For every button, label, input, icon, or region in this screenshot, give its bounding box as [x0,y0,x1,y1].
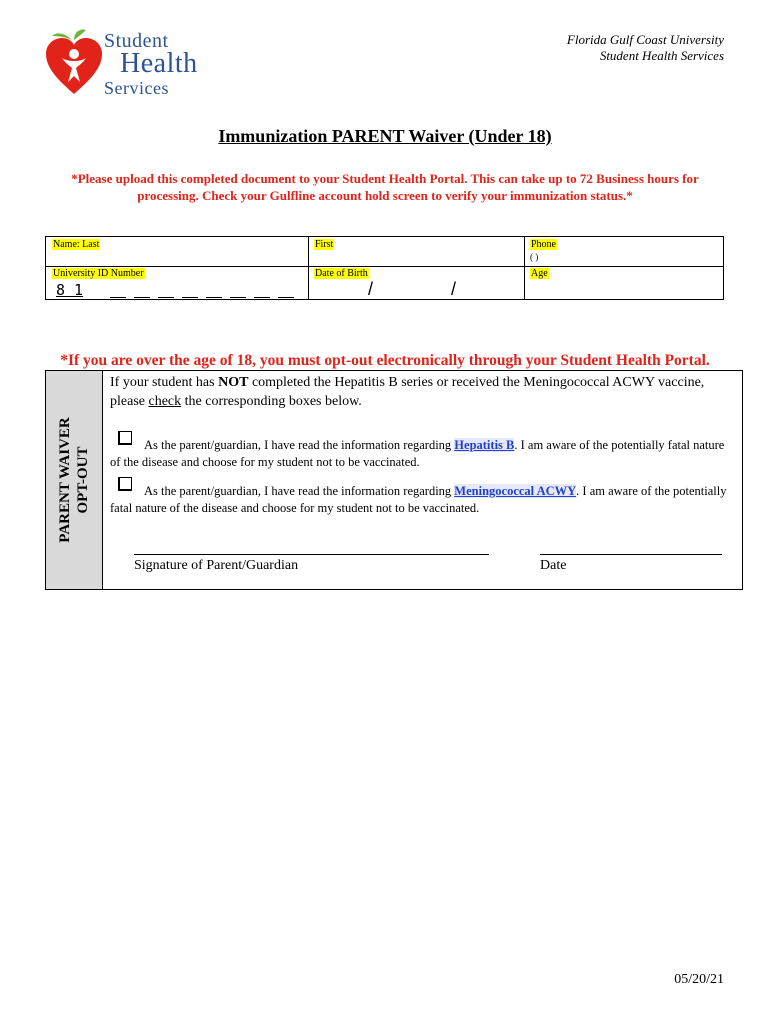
header-department: Student Health Services [599,48,724,63]
heart-apple-icon [44,28,104,96]
id-digit-blank[interactable] [110,297,126,298]
phone-area-code-parens: ( ) [530,252,539,262]
id-digit-blank[interactable] [182,297,198,298]
age-label: Age [531,268,548,279]
upload-notice: *Please upload this completed document to your Student Health Portal. This can take up to 72 Business hours for processing. Check your Gulfline account hold screen to verify your immunization status.* [71,171,699,203]
id-digit-blank[interactable] [254,297,270,298]
waiver-intro: If your student has NOT completed the Hepatitis B series or received the Meningococcal ACWY vaccine, please check the corresponding boxes below. [110,375,705,409]
signature-label: Signature of Parent/Guardian [134,558,299,573]
university-id-label: University ID Number [53,268,144,279]
university-id-prefix: 8 1 [56,281,84,299]
first-name-label: First [315,239,334,250]
name-last-label: Name: Last [53,239,100,250]
date-label: Date [540,558,567,573]
logo-text-health: Health [120,48,198,79]
id-digit-blank[interactable] [158,297,174,298]
page-title: Immunization PARENT Waiver (Under 18) [218,126,552,146]
id-digit-blank[interactable] [278,297,294,298]
date-line[interactable] [540,554,722,555]
phone-label: Phone [531,239,556,250]
revision-date: 05/20/21 [674,972,724,987]
id-digit-blank[interactable] [206,297,222,298]
dob-label: Date of Birth [315,268,368,279]
logo-text-services: Services [104,78,169,98]
waiver-side-label: PARENT WAIVER OPT-OUT [57,417,91,543]
id-digit-blank[interactable] [134,297,150,298]
signature-line[interactable] [134,554,489,555]
header-university: Florida Gulf Coast University [566,32,724,47]
meningococcal-acwy-statement: As the parent/guardian, I have read the information regarding Meningococcal ACWY. I am aware of the potentially fatal nature of the disease and choose for my student not to be vaccinated. [110,484,727,515]
logo-text-student: Student [104,30,169,52]
id-digit-blank[interactable] [230,297,246,298]
parent-waiver-section [45,370,743,590]
student-health-services-logo [40,26,240,98]
waiver-side-band [46,371,103,589]
hepatitis-b-statement: As the parent/guardian, I have read the information regarding Hepatitis B. I am aware of the potentially fatal nature of the disease and choose for my student not to be vaccinated. [110,438,725,469]
meningococcal-acwy-link[interactable]: Meningococcal ACWY [454,484,577,498]
student-info-table [45,236,724,300]
over-18-notice: *If you are over the age of 18, you must opt-out electronically through your Student Health Portal. [60,352,710,369]
hepatitis-b-link[interactable]: Hepatitis B [454,438,515,452]
dob-separator: / [451,279,457,299]
dob-separator: / [368,279,374,299]
